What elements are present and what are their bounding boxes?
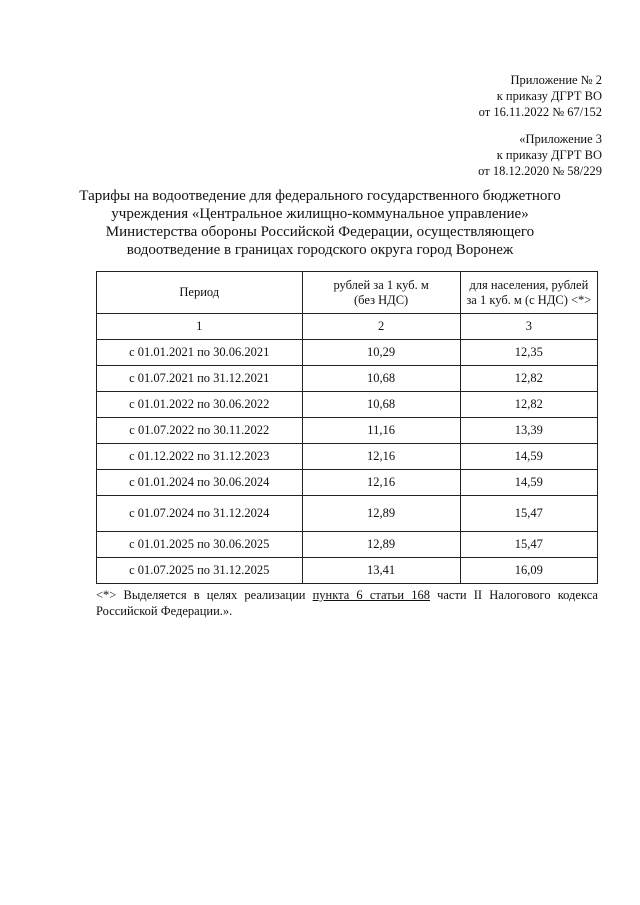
no-vat-cell: 12,89: [302, 496, 460, 532]
appendix-original-line3: от 18.12.2020 № 58/229: [478, 164, 602, 178]
column-number: 2: [302, 314, 460, 340]
footnote: [96, 587, 598, 619]
no-vat-cell: 12,89: [302, 532, 460, 558]
title-line3: Министерства обороны Российской Федерации, осуществляющего: [105, 224, 535, 240]
table-header-row: [97, 272, 598, 314]
header-population-line2: за 1 куб. м (с НДС) <*>: [466, 292, 592, 307]
table-row: [97, 392, 598, 418]
with-vat-cell: 15,47: [460, 496, 597, 532]
no-vat-cell: 10,68: [302, 392, 460, 418]
appendix-original-line1: «Приложение 3: [519, 132, 602, 146]
footnote-prefix: <*> Выделяется в целях реализации: [96, 588, 313, 602]
period-cell: с 01.01.2022 по 30.06.2022: [97, 392, 303, 418]
column-number: 1: [97, 314, 303, 340]
header-no-vat: [302, 272, 460, 314]
with-vat-cell: 13,39: [460, 418, 597, 444]
with-vat-cell: 12,82: [460, 392, 597, 418]
title-line2: учреждения «Центральное жилищно-коммунальное управление»: [111, 206, 529, 222]
title-line4: водоотведение в границах городского округа город Воронеж: [126, 242, 514, 258]
appendix-current-line3: от 16.11.2022 № 67/152: [478, 105, 602, 119]
title-line1: Тарифы на водоотведение для федерального государственного бюджетного: [79, 188, 561, 204]
with-vat-cell: 15,47: [460, 532, 597, 558]
appendix-original: [478, 131, 602, 179]
appendix-original-line2: к приказу ДГРТ ВО: [496, 148, 602, 162]
table-row: [97, 444, 598, 470]
header-population-line1: для населения, рублей: [469, 277, 589, 292]
period-cell: с 01.07.2022 по 30.11.2022: [97, 418, 303, 444]
period-cell: с 01.01.2021 по 30.06.2021: [97, 340, 303, 366]
with-vat-cell: 14,59: [460, 444, 597, 470]
table-row: [97, 532, 598, 558]
table-row: [97, 470, 598, 496]
no-vat-cell: 13,41: [302, 558, 460, 584]
header-no-vat-line2: (без НДС): [354, 292, 409, 307]
with-vat-cell: 12,35: [460, 340, 597, 366]
period-cell: с 01.07.2024 по 31.12.2024: [97, 496, 303, 532]
no-vat-cell: 10,29: [302, 340, 460, 366]
period-cell: с 01.12.2022 по 31.12.2023: [97, 444, 303, 470]
header-population: [460, 272, 597, 314]
no-vat-cell: 12,16: [302, 444, 460, 470]
with-vat-cell: 16,09: [460, 558, 597, 584]
appendix-current: [479, 72, 602, 120]
period-cell: с 01.07.2021 по 31.12.2021: [97, 366, 303, 392]
no-vat-cell: 12,16: [302, 470, 460, 496]
period-cell: с 01.01.2024 по 30.06.2024: [97, 470, 303, 496]
column-number: 3: [460, 314, 597, 340]
column-number-row: [97, 314, 598, 340]
with-vat-cell: 12,82: [460, 366, 597, 392]
table-row: [97, 418, 598, 444]
table-row: [97, 340, 598, 366]
tariff-table: [96, 271, 598, 584]
with-vat-cell: 14,59: [460, 470, 597, 496]
tax-code-link[interactable]: пункта 6 статьи 168: [312, 588, 430, 602]
appendix-current-line1: Приложение № 2: [510, 73, 602, 87]
table-row: [97, 558, 598, 584]
document-title: [70, 187, 570, 259]
header-no-vat-line1: рублей за 1 куб. м: [333, 277, 429, 292]
table-row: [97, 366, 598, 392]
no-vat-cell: 11,16: [302, 418, 460, 444]
header-period: [97, 272, 303, 314]
table-row: [97, 496, 598, 532]
no-vat-cell: 10,68: [302, 366, 460, 392]
period-cell: с 01.07.2025 по 31.12.2025: [97, 558, 303, 584]
appendix-current-line2: к приказу ДГРТ ВО: [496, 89, 602, 103]
footnote-suffix: части II Налогового кодекса Российской Федерации.».: [96, 588, 598, 618]
header-period-label: Период: [179, 285, 220, 299]
period-cell: с 01.01.2025 по 30.06.2025: [97, 532, 303, 558]
